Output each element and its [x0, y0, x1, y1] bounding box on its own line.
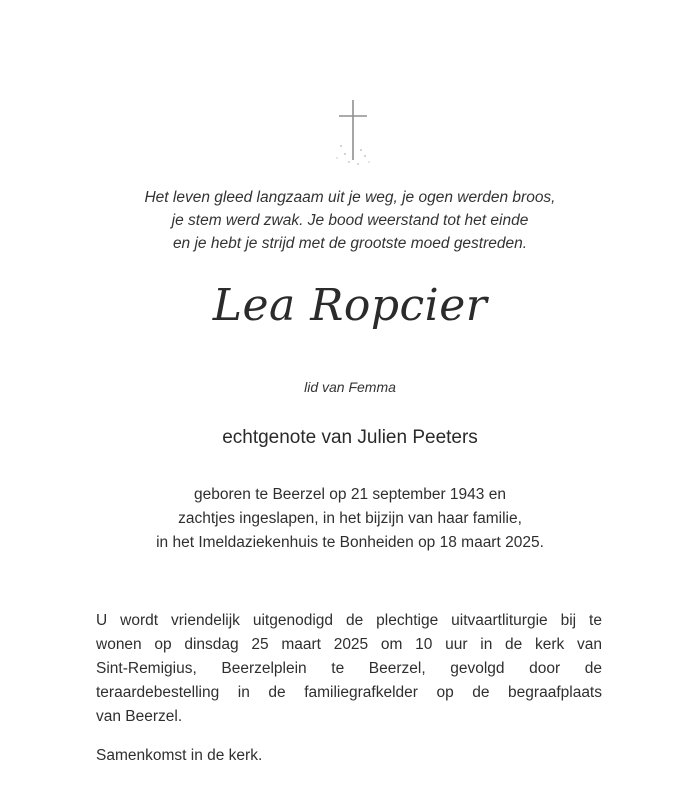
invitation	[96, 609, 602, 729]
invitation-line: wonen op dinsdag 25 maart 2025 om 10 uur in de kerk van	[96, 636, 602, 653]
bio-line: zachtjes ingeslapen, in het bijzijn van haar familie,	[178, 510, 522, 527]
spouse: echtgenote van Julien Peeters	[222, 427, 478, 448]
invitation-line: van Beerzel.	[96, 708, 183, 725]
membership: lid van Femma	[304, 379, 396, 395]
invitation-line: U wordt vriendelijk uitgenodigd de plechtige uitvaartliturgie bij te	[96, 612, 602, 629]
poem-line: je stem werd zwak. Je bood weerstand tot het einde	[171, 212, 529, 229]
gathering-note: Samenkomst in de kerk.	[96, 747, 263, 764]
invitation-line: Sint-Remigius, Beerzelplein te Beerzel, gevolgd door de	[96, 660, 602, 677]
biography	[0, 483, 700, 555]
bio-line: geboren te Beerzel op 21 september 1943 en	[194, 486, 506, 503]
poem-line: Het leven gleed langzaam uit je weg, je ogen werden broos,	[144, 189, 556, 206]
bio-line: in het Imeldaziekenhuis te Bonheiden op 18 maart 2025.	[156, 534, 544, 551]
poem	[0, 186, 700, 255]
deceased-name: Lea Ropcier	[212, 280, 488, 331]
poem-line: en je hebt je strijd met de grootste moed gestreden.	[172, 235, 528, 252]
invitation-line: teraardebestelling in de familiegrafkelder op de begraafplaats	[96, 684, 602, 701]
cross-icon	[331, 98, 375, 168]
